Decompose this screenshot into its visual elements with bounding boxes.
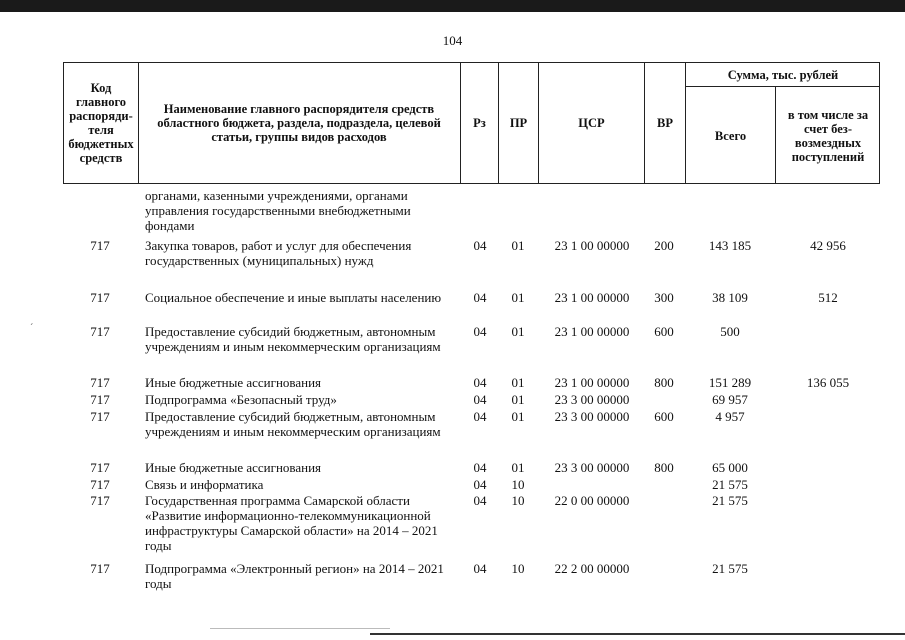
row-7-pr: 01 [511, 460, 525, 475]
row-3-code: 717 [90, 324, 110, 339]
row-6-total: 4 957 [715, 409, 745, 424]
page-number: 104 [442, 33, 463, 48]
row-8-total: 21 575 [712, 477, 748, 492]
row-3-rz: 04 [473, 324, 487, 339]
row-4-free: 136 055 [806, 375, 850, 390]
row-7-code: 717 [90, 460, 110, 475]
row-8-rz: 04 [473, 477, 487, 492]
row-1-vr: 200 [654, 238, 674, 253]
row-9-code: 717 [90, 493, 110, 508]
row-6-name: Предоставление субсидий бюджетным, автономным учреждениям и иным некоммерческим организациям [145, 409, 441, 439]
scan-bottom-line-light [210, 628, 390, 629]
header-free: в том числе за счет безвозмездных поступлений [787, 107, 869, 164]
row-3-csr: 23 1 00 00000 [554, 324, 630, 339]
header-pr: ПР [509, 116, 528, 130]
row-9-total: 21 575 [712, 493, 748, 508]
row-3-pr: 01 [511, 324, 525, 339]
row-2-csr: 23 1 00 00000 [554, 290, 630, 305]
row-1-rz: 04 [473, 238, 487, 253]
row-8-pr: 10 [511, 477, 525, 492]
row-4-rz: 04 [473, 375, 487, 390]
row-7-name: Иные бюджетные ассигнования [145, 460, 322, 475]
row-3-name: Предоставление субсидий бюджетным, автономным учреждениям и иным некоммерческим организациям [145, 324, 441, 354]
row-4-code: 717 [90, 375, 110, 390]
row-1-pr: 01 [511, 238, 525, 253]
row-6-vr: 600 [654, 409, 674, 424]
row-6-rz: 04 [473, 409, 487, 424]
row-1-name: Закупка товаров, работ и услуг для обеспечения государственных (муниципальных) нужд [145, 238, 412, 268]
row-8-name: Связь и информатика [145, 477, 264, 492]
row-2-total: 38 109 [712, 290, 748, 305]
row-9-csr: 22 0 00 00000 [554, 493, 630, 508]
row-5-csr: 23 3 00 00000 [554, 392, 630, 407]
row-4-total: 151 289 [708, 375, 752, 390]
scan-top-border [0, 0, 905, 12]
header-code: Код главного распорядителя бюджетных средств [68, 81, 134, 165]
row-9-name: Государственная программа Самарской области «Развитие информационно-телекоммуникационной инфраструктуры Самарской области» на 2014 – 2021 годы [145, 493, 438, 553]
row-1-csr: 23 1 00 00000 [554, 238, 630, 253]
row-1-total: 143 185 [708, 238, 752, 253]
row-7-csr: 23 3 00 00000 [554, 460, 630, 475]
scan-mark: ´ [30, 323, 34, 334]
row-10-csr: 22 2 00 00000 [554, 561, 630, 576]
row-3-total: 500 [720, 324, 740, 339]
row-7-total: 65 000 [712, 460, 748, 475]
row-2-pr: 01 [511, 290, 525, 305]
row-5-rz: 04 [473, 392, 487, 407]
row-7-rz: 04 [473, 460, 487, 475]
row-7-vr: 800 [654, 460, 674, 475]
row-10-name: Подпрограмма «Электронный регион» на 2014 – 2021 годы [145, 561, 444, 591]
row-6-pr: 01 [511, 409, 525, 424]
row-4-vr: 800 [654, 375, 674, 390]
row-9-pr: 10 [511, 493, 525, 508]
row-0-name: органами, казенными учреждениями, органами управления государственными внебюджетными фондами [145, 188, 411, 233]
header-name: Наименование главного распорядителя средств областного бюджета, раздела, подраздела, целевой статьи, группы видов расходов [157, 102, 441, 144]
row-5-pr: 01 [511, 392, 525, 407]
row-6-code: 717 [90, 409, 110, 424]
row-5-name: Подпрограмма «Безопасный труд» [145, 392, 337, 407]
row-10-total: 21 575 [712, 561, 748, 576]
row-4-csr: 23 1 00 00000 [554, 375, 630, 390]
row-4-name: Иные бюджетные ассигнования [145, 375, 322, 390]
row-10-code: 717 [90, 561, 110, 576]
row-2-name: Социальное обеспечение и иные выплаты населению [145, 290, 442, 305]
row-1-free: 42 956 [810, 238, 846, 253]
header-rz: Рз [473, 116, 486, 130]
row-5-code: 717 [90, 392, 110, 407]
row-1-code: 717 [90, 238, 110, 253]
header-vr: ВР [657, 116, 673, 130]
row-2-code: 717 [90, 290, 110, 305]
table-header [63, 62, 880, 184]
row-2-vr: 300 [654, 290, 674, 305]
header-total: Всего [714, 128, 747, 143]
row-2-free: 512 [818, 290, 838, 305]
row-9-rz: 04 [473, 493, 487, 508]
row-10-rz: 04 [473, 561, 487, 576]
header-sum: Сумма, тыс. рублей [727, 67, 839, 82]
row-3-vr: 600 [654, 324, 674, 339]
header-csr: ЦСР [578, 116, 605, 130]
row-5-total: 69 957 [712, 392, 748, 407]
row-4-pr: 01 [511, 375, 525, 390]
row-10-pr: 10 [511, 561, 525, 576]
row-2-rz: 04 [473, 290, 487, 305]
scan-bottom-line [370, 633, 905, 635]
row-6-csr: 23 3 00 00000 [554, 409, 630, 424]
row-8-code: 717 [90, 477, 110, 492]
